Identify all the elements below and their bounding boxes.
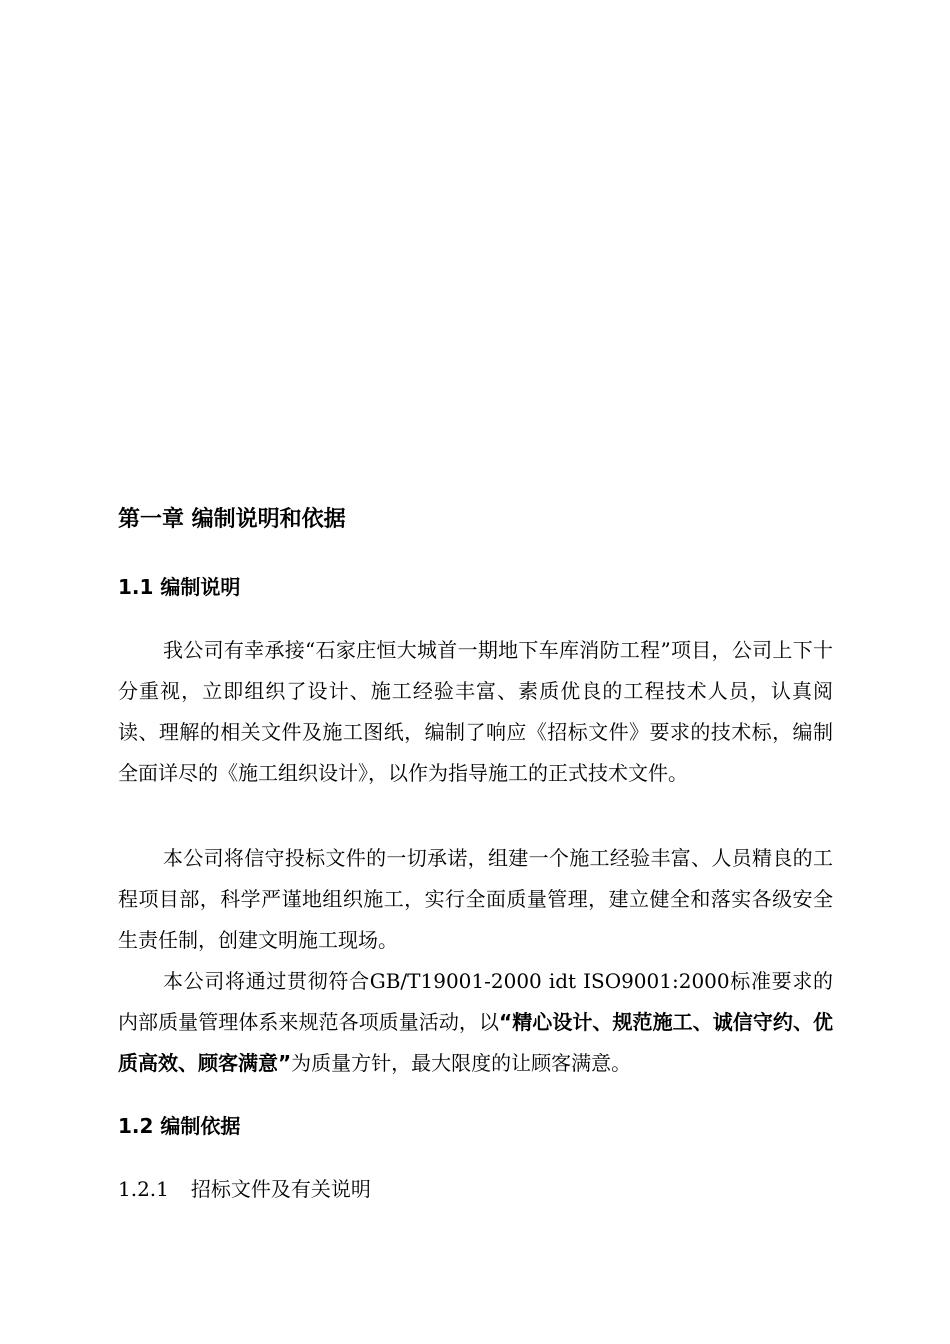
quality-policy-bold: “精心设计、规范施工、诚信守约、优质高效、顾客满意” [118, 1010, 834, 1075]
paragraph-3-text-before: 本公司将通过贯彻符合GB/T19001-2000 idt ISO9001:2000标准要求的内部质量管理体系来规范各项质量活动，以 [118, 969, 833, 1034]
paragraph-2: 本公司将信守投标文件的一切承诺，组建一个施工经验丰富、人员精良的工程项目部，科学严谨地组织施工，实行全面质量管理，建立健全和落实各级安全生责任制，创建文明施工现场。 [118, 846, 833, 952]
section-title-1-2: 1.2 编制依据 [118, 1114, 241, 1138]
section-title-1-1: 1.1 编制说明 [118, 575, 241, 599]
subsection-number: 1.2.1 [118, 1177, 169, 1201]
paragraph-1: 我公司有幸承接“石家庄恒大城首一期地下车库消防工程”项目，公司上下十分重视，立即组织了设计、施工经验丰富、素质优良的工程技术人员，认真阅读、理解的相关文件及施工图纸，编制了响应《招标文件》要求的技术标，编制全面详尽的《施工组织设计》，以作为指导施工的正式技术文件。 [118, 638, 833, 785]
chapter-title: 第一章 编制说明和依据 [118, 507, 346, 532]
paragraph-3-text-after: 为质量方针，最大限度的让顾客满意。 [291, 1051, 632, 1075]
subsection-1-2-1 [118, 1172, 838, 1206]
paragraph-3 [118, 961, 833, 1084]
subsection-title: 招标文件及有关说明 [190, 1177, 371, 1201]
